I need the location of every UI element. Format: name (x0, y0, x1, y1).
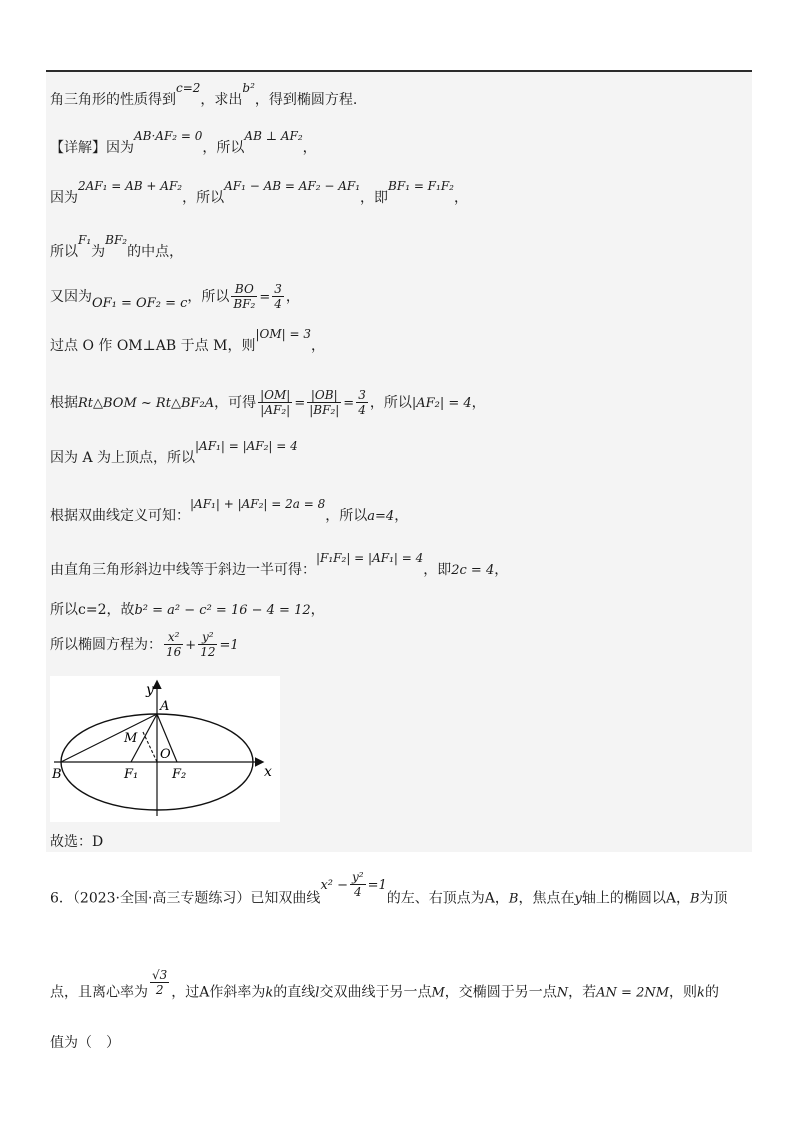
question-6-line-1 (50, 870, 728, 913)
math: = (259, 289, 271, 305)
text: 为 (91, 244, 106, 260)
numerator: √3 (152, 968, 168, 982)
question-6-line-3: 值为（ ） (50, 1035, 120, 1051)
fraction (164, 630, 183, 660)
text: 所以 (50, 602, 78, 618)
numerator: 3 (358, 388, 366, 402)
text: A (484, 890, 495, 907)
text: ，所以 (182, 190, 225, 206)
ellipse-diagram-svg (50, 676, 280, 822)
math: M (431, 985, 445, 1001)
numerator: |OB| (307, 388, 341, 403)
math: B (689, 891, 700, 907)
numerator: y² (198, 630, 217, 645)
question-6-line-2 (50, 968, 719, 1007)
fraction (356, 388, 368, 418)
detail-tag: 【详解】 (50, 140, 106, 156)
text: ，即 (423, 562, 452, 578)
solution-line-4 (50, 282, 300, 312)
solution-line-9 (50, 551, 509, 579)
math: Rt△BOM ~ Rt△BF₂A (78, 395, 215, 411)
text: ， (285, 288, 300, 305)
text: ，交椭圆于另一点 (444, 984, 557, 1001)
text: 作斜率为 (209, 984, 266, 1001)
text: ，焦点在 (518, 890, 575, 907)
segment-BA (61, 714, 157, 762)
text: 所以 (50, 244, 78, 260)
numerator: 3 (274, 282, 282, 296)
math: c=2 (176, 81, 201, 95)
text: A (199, 984, 210, 1001)
math: a=4 (367, 509, 395, 524)
math: |OM| = 3 (255, 327, 311, 341)
numerator: y² (352, 870, 364, 884)
math: + (185, 637, 197, 653)
math: y (574, 891, 582, 907)
text: 角三角形的性质得到 (50, 92, 176, 108)
denominator: 16 (166, 645, 182, 660)
label-F2: F₂ (172, 767, 187, 782)
math: |AF₁| + |AF₂| = 2a = 8 (190, 497, 326, 511)
text: 过点 O 作 OM⊥AB 于点 M，则 (50, 338, 256, 354)
text: 又因为 (50, 288, 92, 305)
math: B (508, 891, 519, 907)
text: ， (310, 338, 325, 354)
text: 的左、右顶点为 (386, 890, 485, 907)
numerator: BO (231, 282, 257, 297)
denominator: 4 (274, 297, 282, 312)
math: BF₁ = F₁F₂ (388, 179, 454, 193)
math: AB·AF₂ = 0 (134, 129, 203, 143)
text: 的直线 (273, 984, 316, 1001)
text: ，所以 (325, 508, 368, 524)
math: 2AF₁ = AB + AF₂ (78, 179, 183, 193)
label-y: y (146, 682, 154, 698)
label-M: M (124, 731, 138, 746)
math: b² = a² − c² = 16 − 4 = 12 (134, 603, 311, 618)
text: 轴上的椭圆以 (581, 890, 666, 907)
text: 因为 (106, 140, 134, 156)
denominator: 2 (155, 983, 164, 997)
text: ，得到椭圆方程. (254, 92, 358, 108)
text: ，即 (360, 190, 389, 206)
text: 根据双曲线定义可知： (50, 508, 190, 524)
text: ， (494, 562, 509, 578)
math: b² (242, 81, 255, 95)
solution-line-11 (50, 630, 239, 660)
fraction (150, 968, 169, 997)
fraction (272, 282, 284, 312)
text: ，若 (568, 984, 597, 1001)
solution-line-3 (50, 233, 184, 261)
text: 的中点， (127, 244, 184, 260)
solution-line-8 (50, 497, 409, 525)
text: ， (394, 508, 409, 524)
math: l (315, 985, 320, 1001)
solution-line-10 (50, 602, 325, 619)
text: ，所以 (202, 140, 245, 156)
text: 为顶 (699, 890, 728, 907)
solution-line-0 (50, 81, 358, 109)
text: 由直角三角形斜边中线等于斜边一半可得： (50, 562, 316, 578)
math: F₁ (78, 233, 92, 247)
text: ，可得 (214, 394, 257, 411)
text: A (665, 890, 676, 907)
text: ，过 (171, 984, 200, 1001)
text: ， (471, 394, 486, 411)
label-x: x (264, 764, 272, 780)
math: x² − (320, 877, 349, 893)
fraction (258, 388, 292, 418)
numerator: x² (164, 630, 183, 645)
math: |F₁F₂| = |AF₁| = 4 (316, 551, 424, 565)
solution-line-2 (50, 179, 468, 207)
math: N (556, 985, 569, 1001)
text: ， (675, 890, 690, 907)
text: 6．（2023·全国·高三专题练习）已知双曲线 (50, 890, 321, 907)
denominator: 12 (200, 645, 216, 660)
label-B: B (52, 767, 62, 782)
text: ，求出 (200, 92, 243, 108)
ellipse-diagram (50, 676, 280, 822)
math: k (265, 985, 274, 1001)
math: AB ⊥ AF₂ (244, 129, 303, 143)
text: ， (302, 140, 317, 156)
math: AN = 2NM (596, 985, 670, 1001)
solution-line-5 (50, 327, 325, 355)
fraction (231, 282, 257, 312)
answer-line: 故选：D (50, 834, 104, 850)
solution-line-1 (50, 129, 317, 157)
text: ， (310, 602, 325, 618)
text: ，所以 (369, 394, 412, 411)
text: 所以椭圆方程为： (50, 636, 162, 653)
denominator: 4 (358, 403, 366, 418)
text: 点，且离心率为 (50, 984, 148, 1001)
math: BF₂ (105, 233, 128, 247)
text: 根据 (50, 394, 78, 411)
math: |AF₂| = 4 (411, 395, 472, 411)
label-A: A (160, 699, 170, 714)
solution-line-6: 根据Rt△BOM ~ Rt△BF₂A，可得 $\frac{|OM|}{\text{|AF₂|}}$ = $\frac{|OB|}{\text{|BF₂|}}$ = $\frac{3}{4}$ ，所以|AF₂| = 4， (50, 388, 486, 418)
numerator: |OM| (260, 388, 291, 402)
math: =1 (219, 637, 239, 653)
math: 2c = 4 (451, 563, 495, 578)
text: ， (494, 890, 509, 907)
fraction (350, 870, 366, 899)
math: =1 (367, 877, 387, 893)
text: ，故 (106, 602, 135, 618)
text: 交双曲线于另一点 (319, 984, 432, 1001)
math: OF₁ = OF₂ = c (92, 295, 188, 311)
denominator: 4 (353, 885, 362, 899)
text: ， (453, 190, 468, 206)
label-F1: F₁ (124, 767, 139, 782)
text: 因为 (50, 190, 78, 206)
denominator: |BF₂| (309, 403, 340, 418)
fraction (198, 630, 217, 660)
text: 的 (704, 984, 719, 1001)
fraction (307, 388, 341, 418)
denominator: |AF₂| (260, 403, 291, 418)
text: ，所以 (187, 288, 230, 305)
text: 因为 A 为上顶点，所以 (50, 450, 196, 466)
label-O: O (160, 747, 171, 762)
text: ，则 (669, 984, 698, 1001)
solution-line-7 (50, 439, 298, 467)
math: |AF₁| = |AF₂| = 4 (195, 439, 298, 453)
denominator: BF₂ (233, 297, 256, 312)
math: k (697, 985, 705, 1001)
text: c=2 (78, 602, 107, 618)
math: AF₁ − AB = AF₂ − AF₁ (224, 179, 361, 193)
